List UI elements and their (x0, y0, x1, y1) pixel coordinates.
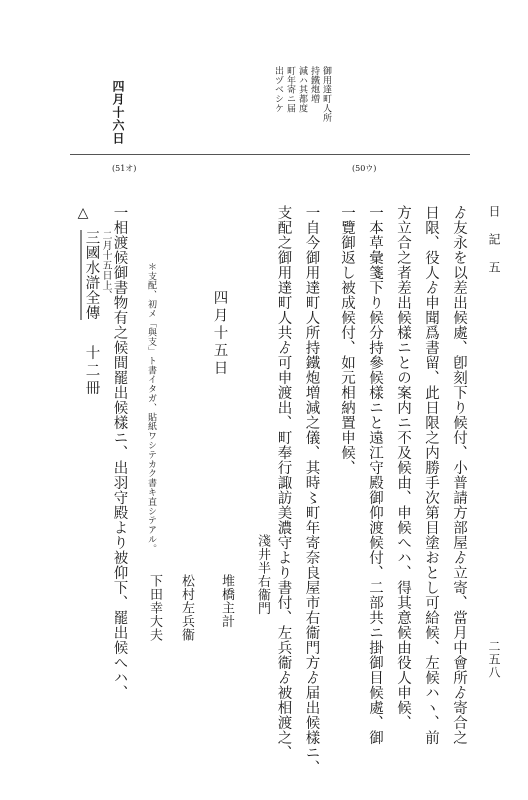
page-number: 二五八 (487, 640, 501, 679)
body-line-5: 一覽御返し被成候付、如元相納置申候、 (339, 205, 355, 475)
folio-mark-left: (51オ) (112, 164, 137, 173)
date-heading: 四月十五日 (211, 290, 228, 378)
signature-2: 堆橋主計 (219, 574, 234, 628)
book-title: 三國水滸全傳 (83, 230, 100, 320)
marginal-note-col-4: 町年寄ニ届 (285, 66, 295, 113)
marginal-note-col-2: 持鐵炮増 (309, 66, 319, 104)
signature-4: 下田幸大夫 (147, 574, 162, 642)
folio-mark-right: (50ウ) (352, 164, 377, 173)
body-line-4: 一本草彙箋下り候分持參候樣ニと遠江守殿御仰渡候付、二部共ニ掛御目候處、御 (367, 205, 383, 745)
top-date-label: 四月十六日 (111, 80, 125, 145)
book-volume-count: 十二冊 (83, 345, 100, 398)
signature-1: 淺井半右衞門 (255, 534, 270, 615)
top-separator-line (70, 154, 470, 155)
triangle-symbol: △ (75, 205, 91, 221)
body-line-2: 日限、役人ゟ申聞爲書留、此日限之内勝手次第目塗おとし可給候、左候ハヽ、前 (423, 205, 439, 745)
body-line-8: 一相渡候御書物有之候間罷出候樣ニ、出羽守殿より被仰下、罷出候へハ、 (111, 205, 128, 700)
marginal-note-col-3: 減ハ其都度 (297, 66, 307, 113)
marginal-note-col-1: 御用達町人所 (321, 66, 331, 123)
body-line-1: ゟ友永を以差出候處、卽刻下り候付、小普請方部屋ゟ立寄、當月中會所ゟ寄合之 (451, 205, 467, 745)
running-title: 日 記 五 (487, 205, 501, 275)
body-line-3: 方立合之者差出候樣ニとの案内ニ不及候由、申候へハ、得其意候由役人申候、 (395, 205, 411, 730)
footnote: ＊支配、初メ「與支」ト書イタガ、貼紙ワシテカク書キ直シテアル。 (146, 262, 156, 554)
signature-3: 松村左兵衞 (179, 574, 194, 642)
marginal-note-col-5: 出ヅベシケ (273, 66, 283, 113)
body-line-9: 二月十五日上、 (100, 230, 111, 300)
body-line-7: 支配之御用達町人共ゟ可申渡出、町奉行諏訪美濃守より書付、左兵衞ゟ被相渡之、 (275, 205, 292, 760)
body-line-6: 一自今御用達町人所持鐵炮増減之儀、其時〻町年寄奈良屋市右衞門方ゟ届出候樣ニ、 (303, 205, 320, 775)
